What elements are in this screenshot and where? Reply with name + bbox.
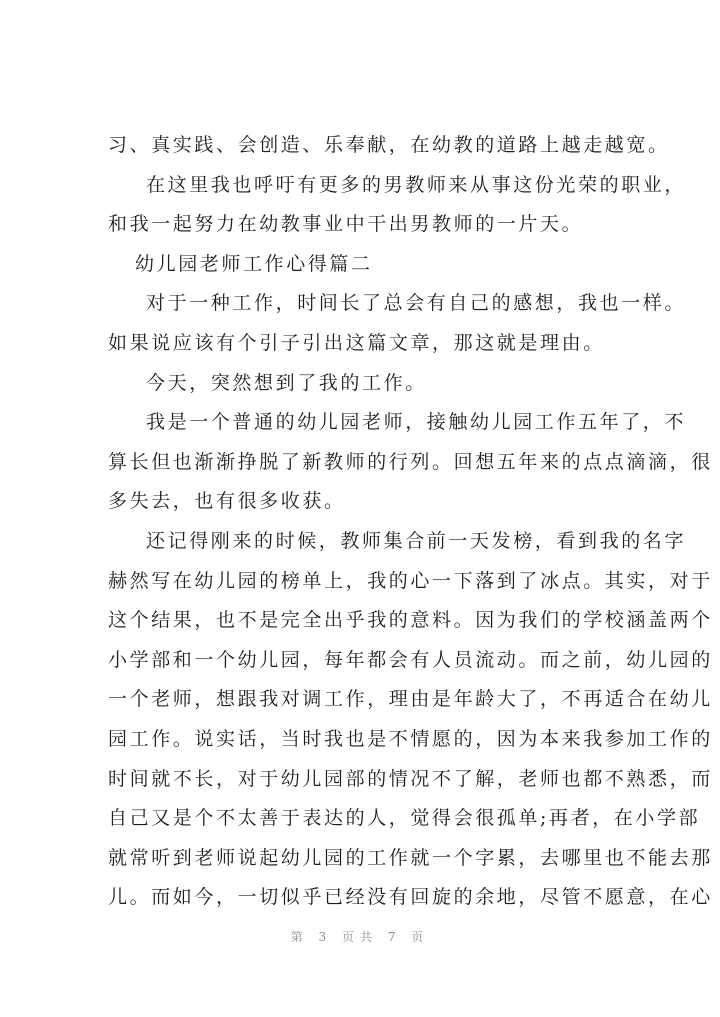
text-line: 园工作。说实话，当时我也是不情愿的，因为本来我参加工作的: [108, 727, 713, 750]
page-number-footer: 第 3 页共 7 页: [290, 930, 430, 944]
text-line: 儿。而如今，一切似乎已经没有回旋的余地，尽管不愿意，在心: [108, 886, 713, 909]
text-line: 算长但也渐渐挣脱了新教师的行列。回想五年来的点点滴滴，很: [108, 450, 713, 473]
text-line: 赫然写在幼儿园的榜单上，我的心一下落到了冰点。其实，对于: [108, 569, 713, 592]
paragraph-start: 在这里我也呼吁有更多的男教师来从事这份光荣的职业，: [146, 173, 687, 196]
document-body: [108, 126, 713, 918]
text-line: 这个结果，也不是完全出乎我的意料。因为我们的学校涵盖两个: [108, 609, 713, 632]
paragraph-start: 对于一种工作，时间长了总会有自己的感想，我也一样。: [146, 292, 687, 315]
section-heading: 幼儿园老师工作心得篇二: [135, 252, 373, 275]
text-line: 多失去，也有很多收获。: [108, 490, 346, 513]
text-line: 和我一起努力在幼教事业中干出男教师的一片天。: [108, 213, 584, 236]
text-line: 一个老师，想跟我对调工作，理由是年龄大了，不再适合在幼儿: [108, 688, 713, 711]
text-line: 如果说应该有个引子引出这篇文章，那这就是理由。: [108, 331, 605, 354]
paragraph-start: 今天，突然想到了我的工作。: [146, 371, 427, 394]
text-line: 自己又是个不太善于表达的人，觉得会很孤单;再者，在小学部: [108, 807, 701, 830]
text-line: 小学部和一个幼儿园，每年都会有人员流动。而之前，幼儿园的: [108, 648, 713, 671]
text-line: 习、真实践、会创造、乐奉献，在幼教的道路上越走越宽。: [108, 134, 670, 156]
paragraph-start: 我是一个普通的幼儿园老师，接触幼儿园工作五年了，不: [146, 411, 687, 434]
text-line: 时间就不长，对于幼儿园部的情况不了解，老师也都不熟悉，而: [108, 767, 713, 790]
text-line: 就常听到老师说起幼儿园的工作就一个字累，去哪里也不能去那: [108, 846, 713, 869]
paragraph-start: 还记得刚来的时候，教师集合前一天发榜，看到我的名字: [146, 529, 687, 552]
